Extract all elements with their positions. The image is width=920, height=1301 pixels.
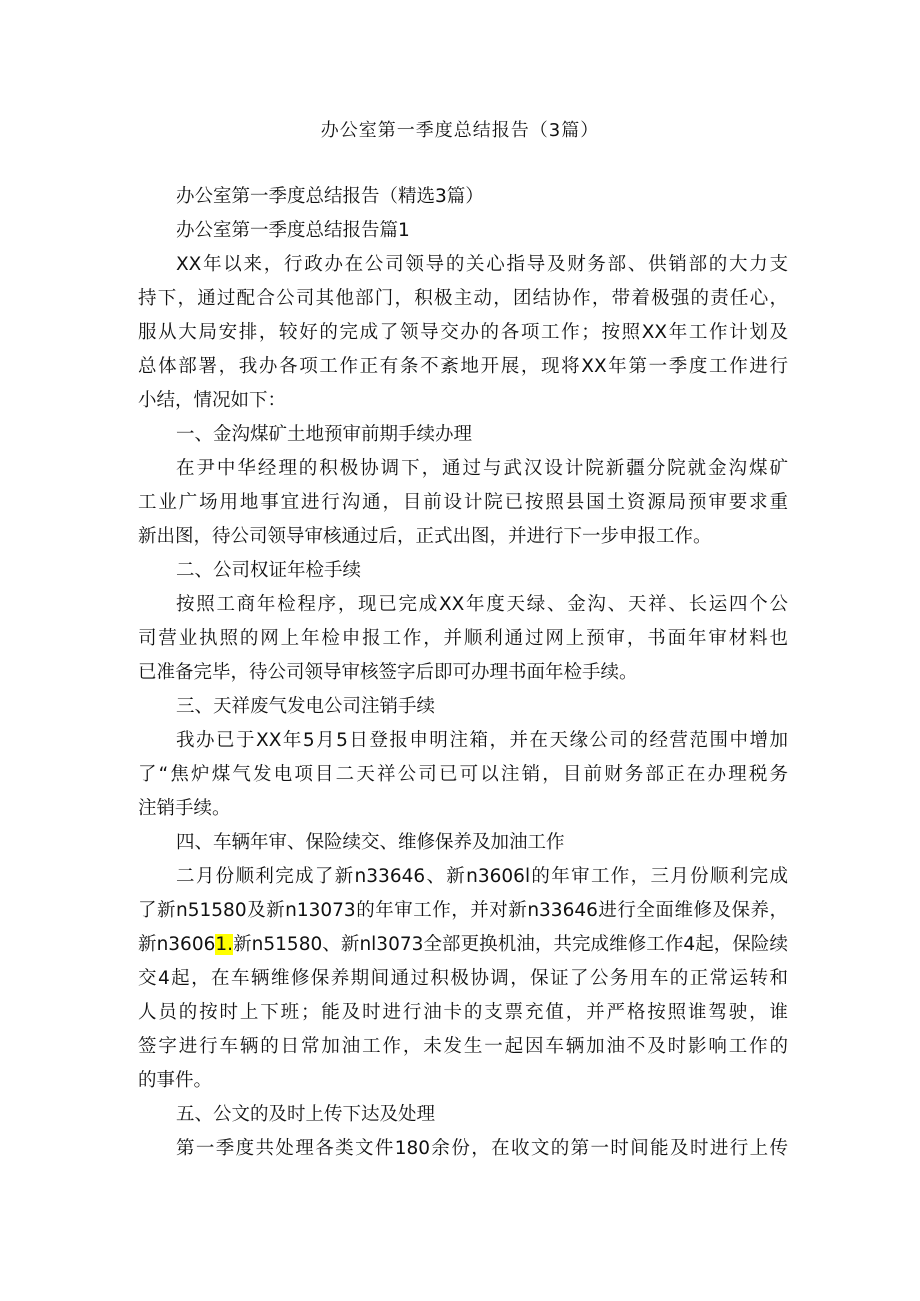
intro-paragraph bbox=[138, 248, 788, 418]
document-title: 办公室第一季度总结报告（3篇） bbox=[320, 120, 600, 141]
paragraph-line: 小结，情况如下： bbox=[138, 390, 287, 411]
paragraph-line: 我办已于XX年5月5日登报申明注箱，并在天缘公司的经营范围中增加 bbox=[176, 730, 788, 751]
paragraph-line: 了新n51580及新n13073的年审工作，并对新n33646进行全面维修及保养， bbox=[138, 900, 788, 921]
paragraph-line: 注销手续。 bbox=[138, 798, 231, 819]
paragraph-line: 的事件。 bbox=[138, 1070, 213, 1091]
paragraph-line: 司营业执照的网上年检申报工作，并顺利通过网上预审，书面年审材料也 bbox=[138, 628, 788, 649]
section-paragraph bbox=[138, 1132, 788, 1166]
paragraph-line: 新出图，待公司领导审核通过后，正式出图，并进行下一步申报工作。 bbox=[138, 526, 712, 547]
highlighted-text: 1. bbox=[215, 934, 234, 955]
document-body bbox=[138, 180, 788, 1166]
section-heading: 二、公司权证年检手续 bbox=[176, 560, 362, 581]
paragraph-line: 按照工商年检程序，现已完成XX年度天绿、金沟、天祥、长运四个公 bbox=[176, 594, 788, 615]
text-run: 新n51580、新nl3073全部更换机油，共完成维修工作4起，保险续 bbox=[233, 934, 788, 955]
paragraph-line: 第一季度共处理各类文件180余份，在收文的第一时间能及时进行上传 bbox=[176, 1138, 788, 1159]
paragraph-line: 服从大局安排，较好的完成了领导交办的各项工作；按照XX年工作计划及 bbox=[138, 322, 788, 343]
section-paragraph bbox=[138, 724, 788, 826]
section-paragraph bbox=[138, 860, 788, 1098]
section-heading: 三、天祥废气发电公司注销手续 bbox=[176, 696, 436, 717]
paragraph-line: 签字进行车辆的日常加油工作，未发生一起因车辆加油不及时影响工作的 bbox=[138, 1036, 788, 1057]
article-heading: 办公室第一季度总结报告篇1 bbox=[176, 220, 410, 241]
paragraph-line: 已准备完毕，待公司领导审核签字后即可办理书面年检手续。 bbox=[138, 662, 638, 683]
section-heading: 五、公文的及时上传下达及处理 bbox=[176, 1104, 436, 1125]
paragraph-line: 总体部署，我办各项工作正有条不紊地开展，现将XX年第一季度工作进行 bbox=[138, 356, 788, 377]
section-paragraph bbox=[138, 588, 788, 690]
paragraph-line: 持下，通过配合公司其他部门，积极主动，团结协作，带着极强的责任心， bbox=[138, 288, 788, 309]
paragraph-line: 了“焦炉煤气发电项目二天祥公司已可以注销，目前财务部正在办理税务 bbox=[138, 764, 788, 785]
paragraph-line: 工业广场用地事宜进行沟通，目前设计院已按照县国土资源局预审要求重 bbox=[138, 492, 788, 513]
paragraph-line: 人员的按时上下班；能及时进行油卡的支票充值，并严格按照谁驾驶，谁 bbox=[138, 1002, 788, 1023]
paragraph-line: XX年以来，行政办在公司领导的关心指导及财务部、供销部的大力支 bbox=[176, 254, 788, 275]
paragraph-line bbox=[138, 928, 788, 962]
document-subtitle: 办公室第一季度总结报告（精选3篇） bbox=[176, 186, 484, 207]
paragraph-line: 二月份顺利完成了新n33646、新n3606l的年审工作，三月份顺利完成 bbox=[176, 866, 788, 887]
section-heading: 一、金沟煤矿土地预审前期手续办理 bbox=[176, 424, 473, 445]
section-heading: 四、车辆年审、保险续交、维修保养及加油工作 bbox=[176, 832, 565, 853]
section-paragraph bbox=[138, 452, 788, 554]
text-run: 新n3606 bbox=[138, 934, 216, 955]
paragraph-line: 交4起，在车辆维修保养期间通过积极协调，保证了公务用车的正常运转和 bbox=[138, 968, 788, 989]
paragraph-line: 在尹中华经理的积极协调下，通过与武汉设计院新疆分院就金沟煤矿 bbox=[176, 458, 788, 479]
